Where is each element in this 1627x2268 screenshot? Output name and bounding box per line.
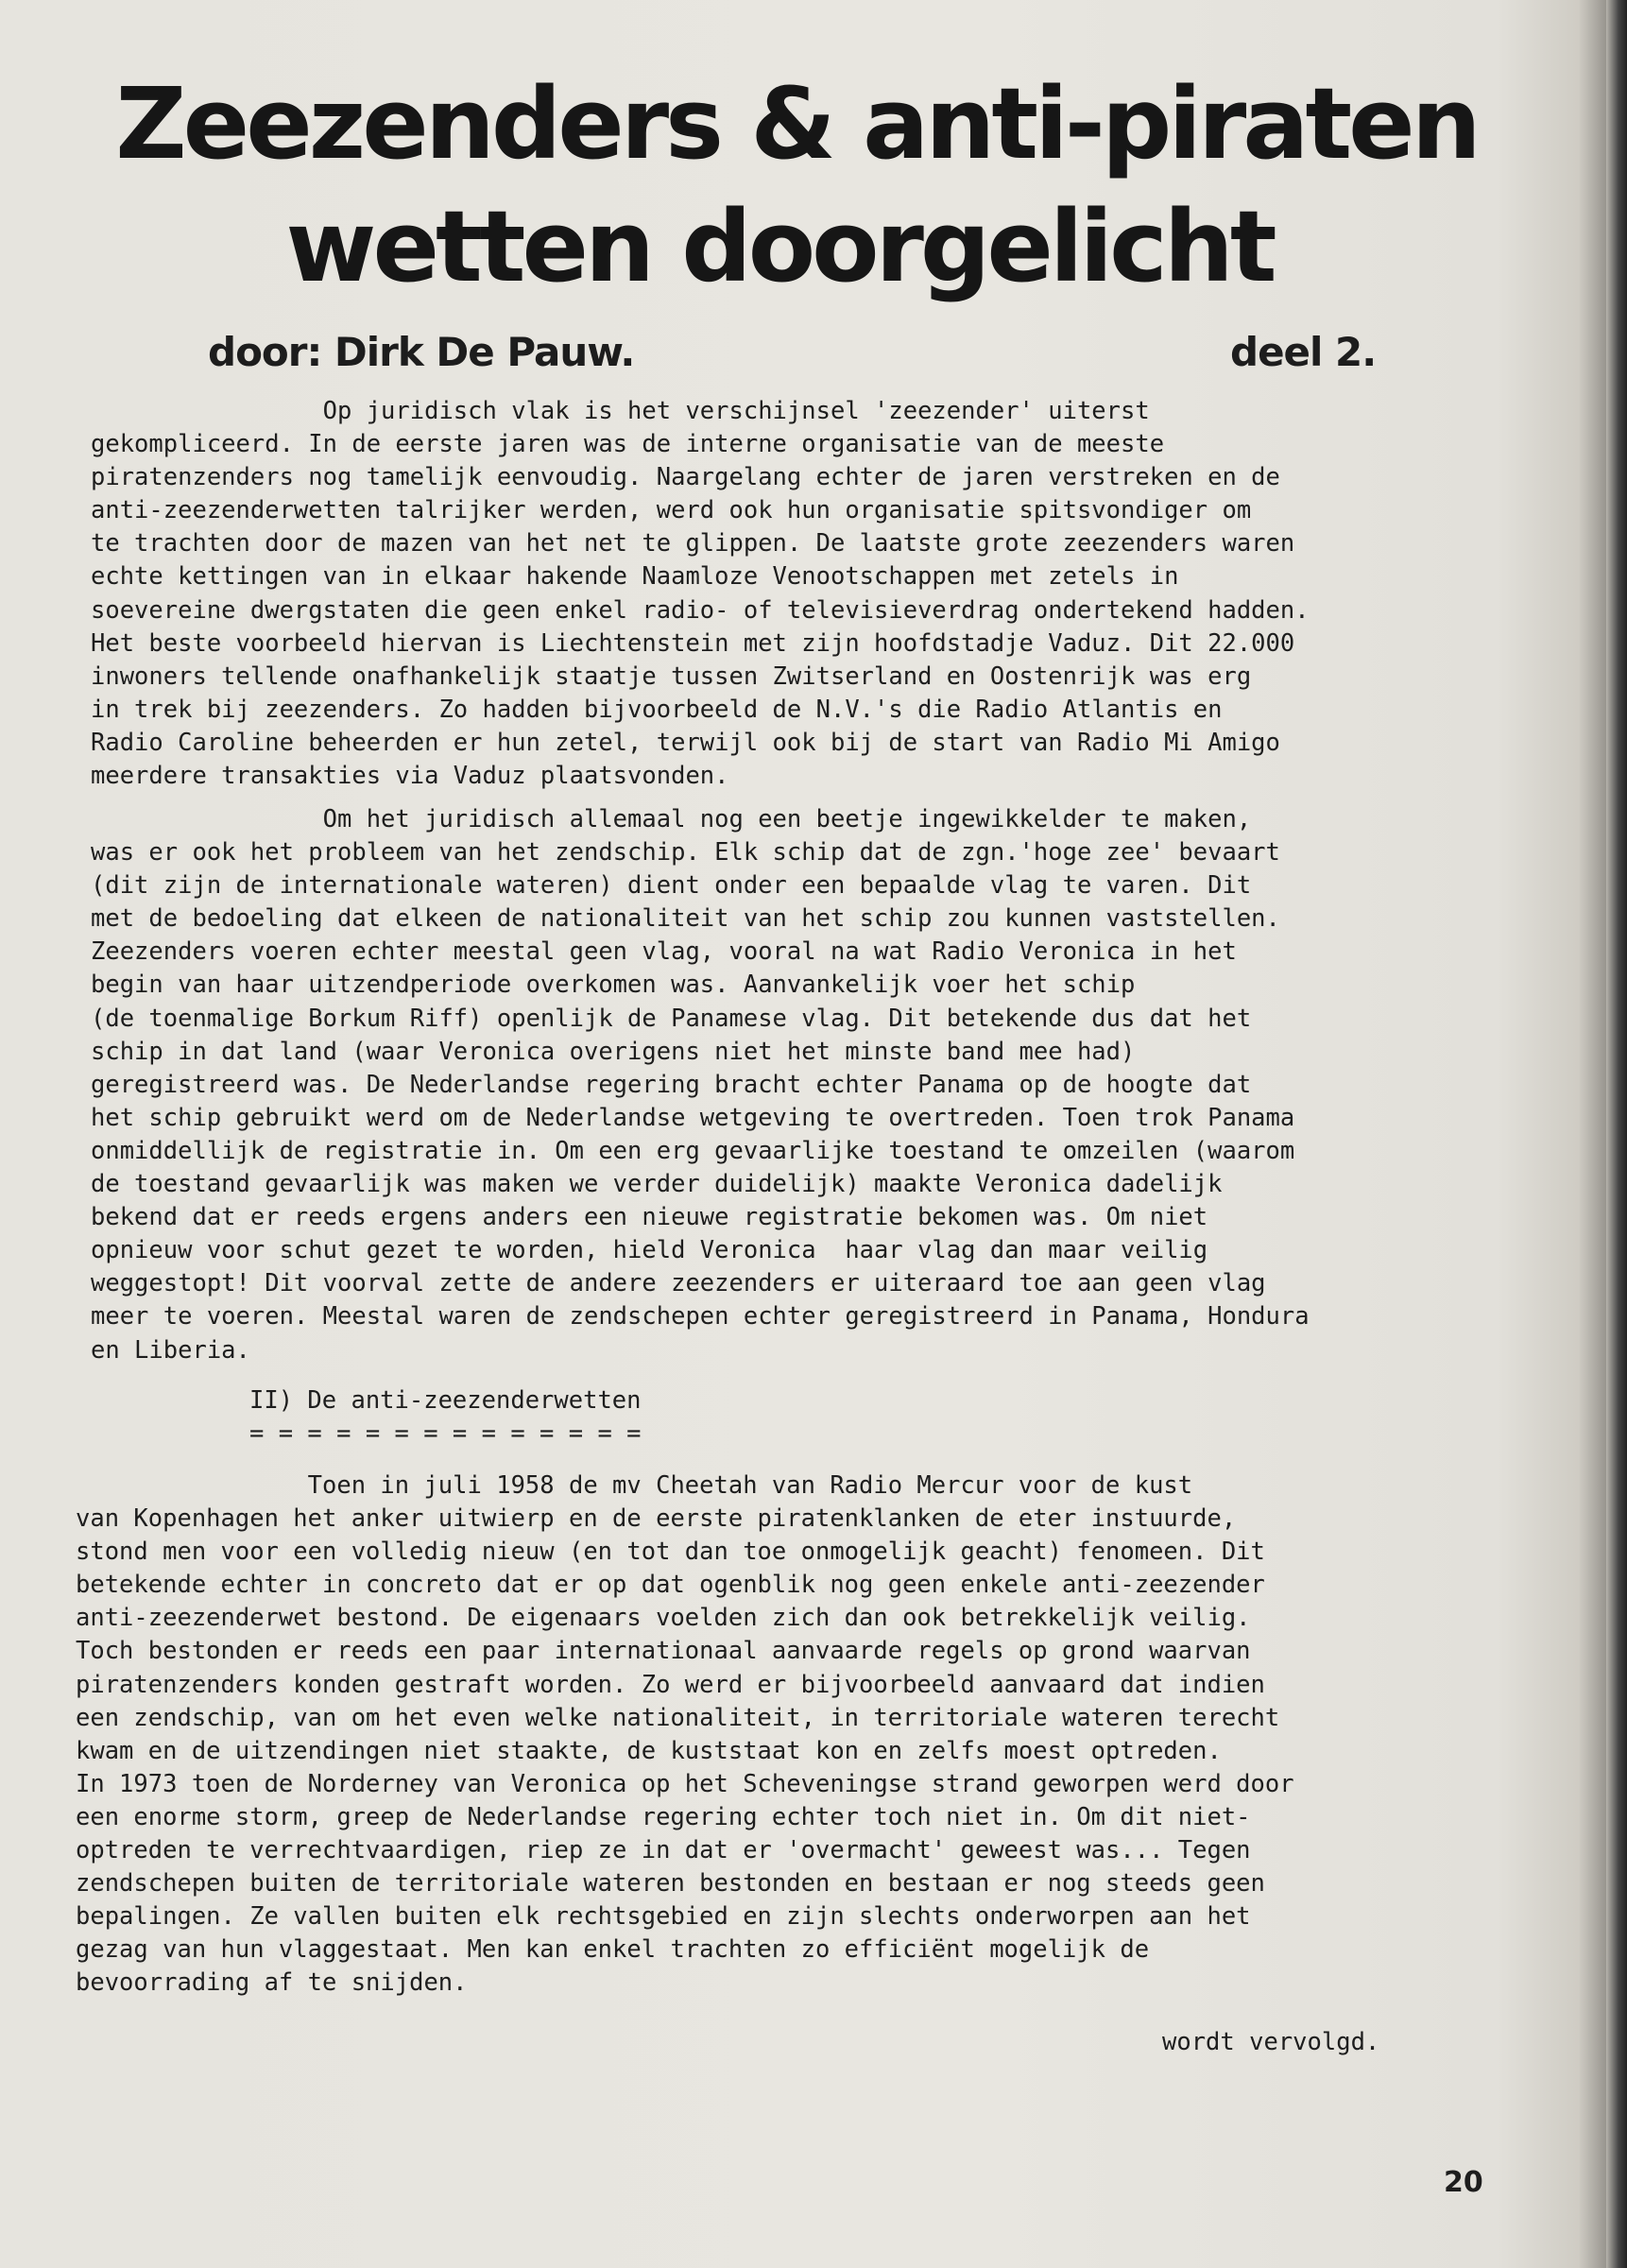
paragraph-1 <box>91 395 1508 793</box>
text-line: Toen in juli 1958 de mv Cheetah van Radio Mercur voor de kust <box>76 1471 1193 1500</box>
text-line: optreden te verrechtvaardigen, riep ze in dat er 'overmacht' geweest was... Tegen <box>76 1836 1251 1865</box>
text-line: en Liberia. <box>91 1335 250 1365</box>
text-line: een enorme storm, greep de Nederlandse regering echter toch niet in. Om dit niet- <box>76 1802 1251 1831</box>
text-line: piratenzenders konden gestraft worden. Zo werd er bijvoorbeeld aanvaard dat indien <box>76 1670 1265 1699</box>
text-line: soevereine dwergstaten die geen enkel radio- of televisieverdrag ondertekend hadden. <box>91 595 1310 625</box>
text-line: (dit zijn de internationale wateren) dient onder een bepaalde vlag te varen. Dit <box>91 871 1252 901</box>
text-line: (de toenmalige Borkum Riff) openlijk de Panamese vlag. Dit betekende dus dat het <box>91 1004 1252 1033</box>
text-line: het schip gebruikt werd om de Nederlandse wetgeving te overtreden. Toen trok Panama <box>91 1103 1295 1132</box>
text-line: Radio Caroline beheerden er hun zetel, terwijl ook bij de start van Radio Mi Amigo <box>91 728 1280 757</box>
text-line: gezag van hun vlaggestaat. Men kan enkel trachten zo efficiënt mogelijk de <box>76 1935 1150 1965</box>
author-byline: door: Dirk De Pauw. <box>208 329 635 375</box>
text-line: gekompliceerd. In de eerste jaren was de interne organisatie van de meeste <box>91 430 1165 459</box>
section-heading-underline: = = = = = = = = = = = = = = <box>249 1419 642 1448</box>
article-title-line-1: Zeezenders & anti-piraten <box>115 66 1478 181</box>
text-line: meerdere transakties via Vaduz plaatsvonden. <box>91 762 729 791</box>
text-line: in trek bij zeezenders. Zo hadden bijvoorbeeld de N.V.'s die Radio Atlantis en <box>91 695 1223 724</box>
text-line: meer te voeren. Meestal waren de zendschepen echter geregistreerd in Panama, Hondura <box>91 1302 1310 1332</box>
text-line: kwam en de uitzendingen niet staakte, de kuststaat kon en zelfs moest optreden. <box>76 1736 1222 1765</box>
text-line: de toestand gevaarlijk was maken we verder duidelijk) maakte Veronica dadelijk <box>91 1170 1223 1199</box>
text-line: Zeezenders voeren echter meestal geen vlag, vooral na wat Radio Veronica in het <box>91 937 1237 967</box>
text-line: begin van haar uitzendperiode overkomen was. Aanvankelijk voer het schip <box>91 971 1136 1000</box>
text-line: betekende echter in concreto dat er op dat ogenblik nog geen enkele anti-zeezender <box>76 1571 1265 1600</box>
text-line: Op juridisch vlak is het verschijnsel 'zeezender' uiterst <box>91 397 1150 425</box>
text-line: bevoorrading af te snijden. <box>76 1968 468 1998</box>
paragraph-3 <box>76 1469 1493 2001</box>
article-title-line-2: wetten doorgelicht <box>285 189 1274 304</box>
text-line: echte kettingen van in elkaar hakende Naamloze Venootschappen met zetels in <box>91 562 1179 592</box>
text-line: Toch bestonden er reeds een paar internationaal aanvaarde regels op grond waarvan <box>76 1637 1251 1666</box>
text-line: Het beste voorbeeld hiervan is Liechtenstein met zijn hoofdstadje Vaduz. Dit 22.000 <box>91 628 1295 658</box>
page-spine-shadow <box>1606 0 1627 2268</box>
text-line: bekend dat er reeds ergens anders een nieuwe registratie bekomen was. Om niet <box>91 1203 1208 1232</box>
text-line: schip in dat land (waar Veronica overigens niet het minste band mee had) <box>91 1037 1136 1066</box>
text-line: van Kopenhagen het anker uitwierp en de eerste piratenklanken de eter instuurde, <box>76 1504 1237 1534</box>
text-line: In 1973 toen de Norderney van Veronica op het Scheveningse strand geworpen werd door <box>76 1769 1294 1798</box>
to-be-continued-note: wordt vervolgd. <box>1162 2028 1380 2056</box>
page-number: 20 <box>1444 2166 1483 2199</box>
section-heading: II) De anti-zeezenderwetten <box>249 1386 642 1415</box>
text-line: opnieuw voor schut gezet te worden, hield Veronica haar vlag dan maar veilig <box>91 1236 1208 1265</box>
text-line: Om het juridisch allemaal nog een beetje ingewikkelder te maken, <box>91 805 1252 833</box>
part-label: deel 2. <box>1230 329 1377 375</box>
text-line: bepalingen. Ze vallen buiten elk rechtsgebied en zijn slechts onderworpen aan het <box>76 1902 1251 1932</box>
text-line: piratenzenders nog tamelijk eenvoudig. Naargelang echter de jaren verstreken en de <box>91 463 1280 492</box>
text-line: met de bedoeling dat elkeen de nationaliteit van het schip zou kunnen vaststellen. <box>91 904 1280 934</box>
text-line: inwoners tellende onafhankelijk staatje tussen Zwitserland en Oostenrijk was erg <box>91 662 1252 691</box>
text-line: was er ook het probleem van het zendschip. Elk schip dat de zgn.'hoge zee' bevaart <box>91 838 1280 868</box>
text-line: weggestopt! Dit voorval zette de andere zeezenders er uiteraard toe aan geen vlag <box>91 1269 1266 1298</box>
text-line: te trachten door de mazen van het net te glippen. De laatste grote zeezenders waren <box>91 529 1295 558</box>
text-line: zendschepen buiten de territoriale wateren bestonden en bestaan er nog steeds geen <box>76 1869 1265 1899</box>
paragraph-2 <box>91 803 1508 1367</box>
text-line: onmiddellijk de registratie in. Om een erg gevaarlijke toestand te omzeilen (waarom <box>91 1136 1295 1165</box>
text-line: anti-zeezenderwetten talrijker werden, werd ook hun organisatie spitsvondiger om <box>91 496 1252 525</box>
text-line: stond men voor een volledig nieuw (en tot dan toe onmogelijk geacht) fenomeen. Dit <box>76 1538 1265 1567</box>
text-line: een zendschip, van om het even welke nationaliteit, in territoriale wateren terecht <box>76 1703 1280 1732</box>
text-line: anti-zeezenderwet bestond. De eigenaars voelden zich dan ook betrekkelijk veilig. <box>76 1604 1251 1633</box>
text-line: geregistreerd was. De Nederlandse regering bracht echter Panama op de hoogte dat <box>91 1070 1252 1099</box>
